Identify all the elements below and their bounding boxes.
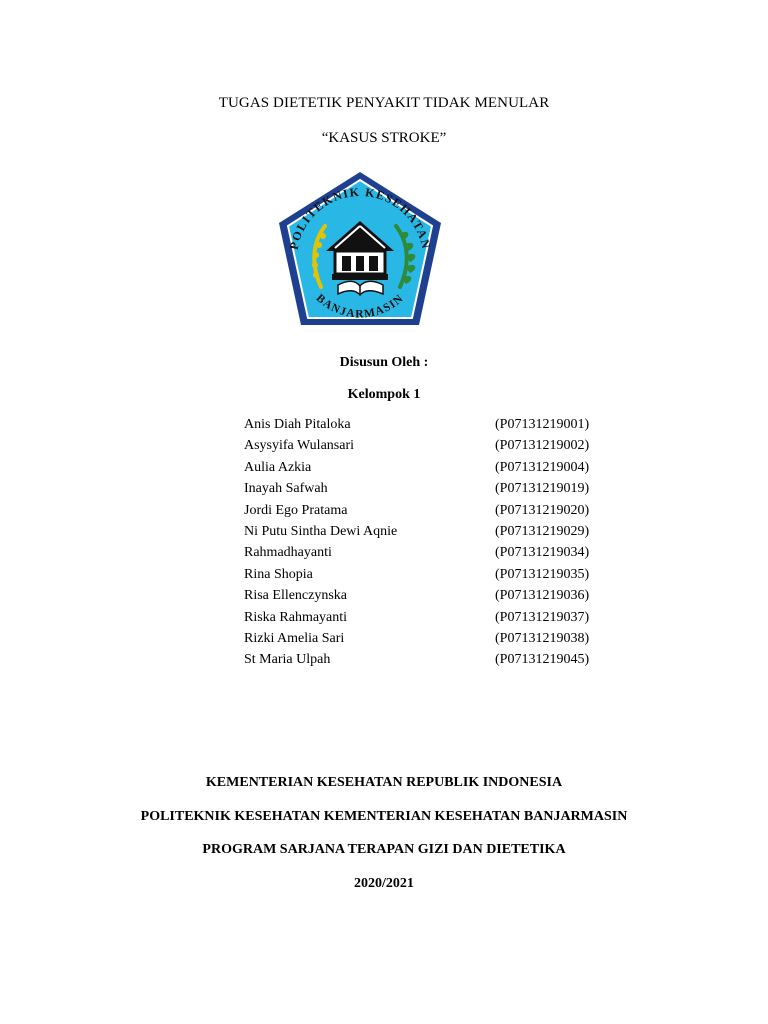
member-name: Rizki Amelia Sari: [244, 630, 345, 646]
member-id: (P07131219034): [495, 545, 590, 561]
member-row: [244, 439, 624, 460]
logo-top-text: POLITEKNIK KESEHATAN: [286, 184, 434, 251]
member-id: (P07131219035): [495, 566, 590, 582]
member-name: Ni Putu Sintha Dewi Aqnie: [244, 523, 398, 539]
member-row: [244, 568, 624, 589]
institution-heading: POLITEKNIK KESEHATAN KEMENTERIAN KESEHATAN BANJARMASIN: [140, 809, 628, 824]
program-heading: PROGRAM SARJANA TERAPAN GIZI DAN DIETETIKA: [202, 842, 566, 857]
member-row: [244, 611, 624, 632]
member-id: (P07131219037): [495, 609, 590, 625]
member-row: [244, 461, 624, 482]
member-row: [244, 418, 624, 439]
member-id: (P07131219020): [495, 502, 590, 518]
member-name: Asysyifa Wulansari: [244, 438, 354, 454]
member-id: (P07131219002): [495, 438, 590, 454]
member-name: Inayah Safwah: [244, 481, 328, 497]
member-name: Anis Diah Pitaloka: [244, 417, 351, 432]
member-id: (P07131219004): [495, 459, 590, 475]
member-id: (P07131219036): [495, 588, 590, 604]
member-name: Jordi Ego Pratama: [244, 502, 348, 518]
member-name: Riska Rahmayanti: [244, 609, 348, 625]
member-row: [244, 632, 624, 653]
member-id: (P07131219038): [495, 630, 590, 646]
member-row: [244, 482, 624, 503]
politeknik-kesehatan-banjarmasin-logo: [272, 168, 448, 332]
member-row: [244, 504, 624, 525]
academic-year: 2020/2021: [354, 876, 414, 891]
compiled-by-label: Disusun Oleh :: [339, 355, 429, 370]
member-id: (P07131219019): [495, 481, 590, 497]
member-id: (P07131219001): [495, 417, 590, 432]
case-title: “KASUS STROKE”: [321, 130, 447, 146]
member-name: Rina Shopia: [244, 566, 313, 582]
member-row: [244, 589, 624, 610]
member-id: (P07131219029): [495, 523, 590, 539]
logo-bottom-text: BANJARMASIN: [313, 292, 407, 321]
member-row: [244, 653, 624, 674]
member-list: [244, 418, 624, 675]
member-name: Rahmadhayanti: [244, 545, 332, 561]
member-id: (P07131219045): [495, 652, 590, 668]
member-row: [244, 525, 624, 546]
member-row: [244, 546, 624, 567]
member-name: Risa Ellenczynska: [244, 588, 348, 604]
ministry-heading: KEMENTERIAN KESEHATAN REPUBLIK INDONESIA: [205, 775, 563, 790]
member-name: St Maria Ulpah: [244, 652, 331, 668]
group-label: Kelompok 1: [347, 387, 421, 402]
document-title: TUGAS DIETETIK PENYAKIT TIDAK MENULAR: [218, 95, 550, 111]
member-name: Aulia Azkia: [244, 459, 312, 475]
